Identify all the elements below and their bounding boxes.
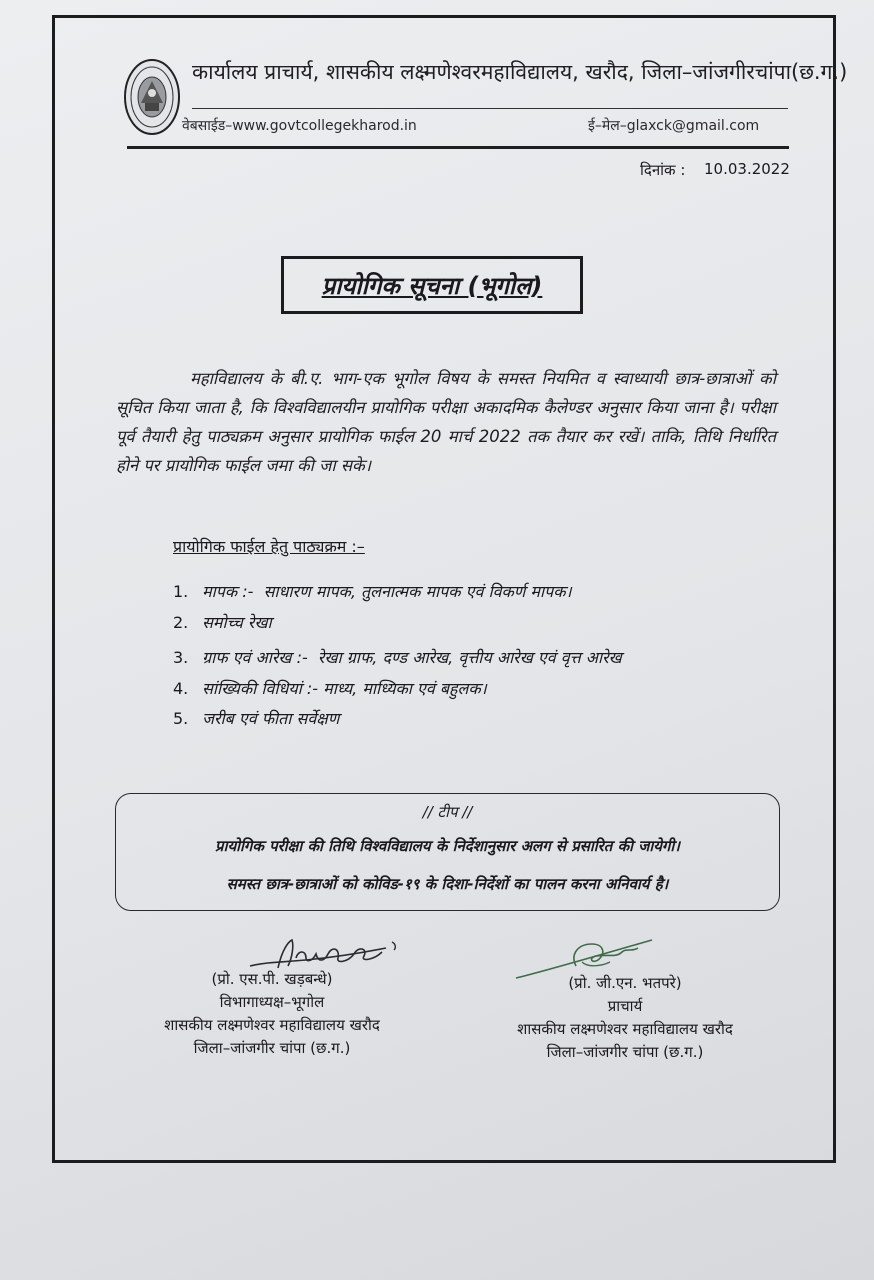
- email-text: ई–मेल–glaxck@gmail.com: [588, 118, 760, 134]
- syllabus-item-label: जरीब एवं फीता सर्वेक्षण: [202, 709, 340, 728]
- syllabus-item-number: 4.: [173, 679, 189, 698]
- syllabus-item: [173, 677, 487, 699]
- syllabus-item: [173, 580, 572, 602]
- notice-body: महाविद्यालय के बी.ए. भाग-एक भूगोल विषय के समस्त नियमित व स्वाध्यायी छात्र-छात्राओं को सूचित किया जाता है, कि विश्वविद्यालयीन प्रायोगिक परीक्षा अकादमिक कैलेण्डर अनुसार किया जाना है। परीक्षा पूर्व तैयारी हेतु पाठ्यक्रम अनुसार प्रायोगिक फाईल 20 मार्च 2022 तक तैयार कर रखें। ताकि, तिथि निर्धारित होने पर प्रायोगिक फाईल जमा की जा सके।: [116, 369, 777, 475]
- syllabus-item-number: 1.: [173, 582, 189, 601]
- syllabus-item-number: 5.: [173, 709, 189, 728]
- date-value: 10.03.2022: [704, 160, 790, 178]
- syllabus-item: [173, 646, 622, 668]
- website-text: वेबसाईड–www.govtcollegekharod.in: [182, 118, 417, 134]
- principal-institution: शासकीय लक्ष्मणेश्वर महाविद्यालय खरौद: [517, 1020, 733, 1038]
- hod-signature-block: [136, 968, 408, 1060]
- syllabus-item-label: मापक :-: [202, 582, 254, 601]
- date-label: दिनांक :: [640, 161, 686, 179]
- syllabus-item-label: ग्राफ एवं आरेख :-: [202, 648, 308, 667]
- hod-name: (प्रो. एस.पी. खड़बन्धे): [211, 970, 333, 988]
- syllabus-item: [173, 707, 339, 729]
- header-bottom-rule: [127, 146, 789, 149]
- principal-designation: प्राचार्य: [607, 997, 643, 1015]
- note-line-1: प्रायोगिक परीक्षा की तिथि विश्वविद्यालय के निर्देशानुसार अलग से प्रसारित की जायेगी।: [215, 837, 680, 855]
- syllabus-item-number: 2.: [173, 613, 189, 632]
- header-divider: [192, 108, 788, 109]
- syllabus-item-text: साधारण मापक, तुलनात्मक मापक एवं विकर्ण मापक।: [263, 582, 572, 601]
- principal-name: (प्रो. जी.एन. भतपरे): [568, 974, 682, 992]
- syllabus-item-text: माध्य, माध्यिका एवं बहुलक।: [323, 679, 487, 698]
- note-line-2: समस्त छात्र-छात्राओं को कोविड-१९ के दिशा-निर्देशों का पालन करना अनिवार्य है।: [226, 875, 669, 893]
- notice-title: प्रायोगिक सूचना (भूगोल): [321, 271, 543, 300]
- notice-title-box: [281, 256, 583, 314]
- office-heading: कार्यालय प्राचार्य, शासकीय लक्ष्मणेश्वरमहाविद्यालय, खरौद, जिला–जांजगीरचांपा(छ.ग.): [192, 60, 848, 84]
- principal-district: जिला–जांजगीर चांपा (छ.ग.): [546, 1043, 704, 1061]
- syllabus-item-number: 3.: [173, 648, 189, 667]
- college-emblem-icon: [123, 57, 181, 137]
- hod-designation: विभागाध्यक्ष–भूगोल: [219, 993, 325, 1011]
- note-title: // टीप //: [422, 803, 473, 821]
- syllabus-item-label: समोच्च रेखा: [202, 613, 272, 632]
- hod-district: जिला–जांजगीर चांपा (छ.ग.): [193, 1039, 351, 1057]
- principal-signature-block: [480, 972, 770, 1064]
- syllabus-item-text: रेखा ग्राफ, दण्ड आरेख, वृत्तीय आरेख एवं वृत्त आरेख: [317, 648, 622, 667]
- syllabus-heading: प्रायोगिक फाईल हेतु पाठ्यक्रम :–: [173, 537, 365, 556]
- syllabus-item: [173, 611, 272, 633]
- note-box: [115, 793, 780, 911]
- hod-institution: शासकीय लक्ष्मणेश्वर महाविद्यालय खरौद: [164, 1016, 380, 1034]
- syllabus-item-label: सांख्यिकी विधियां :-: [202, 679, 319, 698]
